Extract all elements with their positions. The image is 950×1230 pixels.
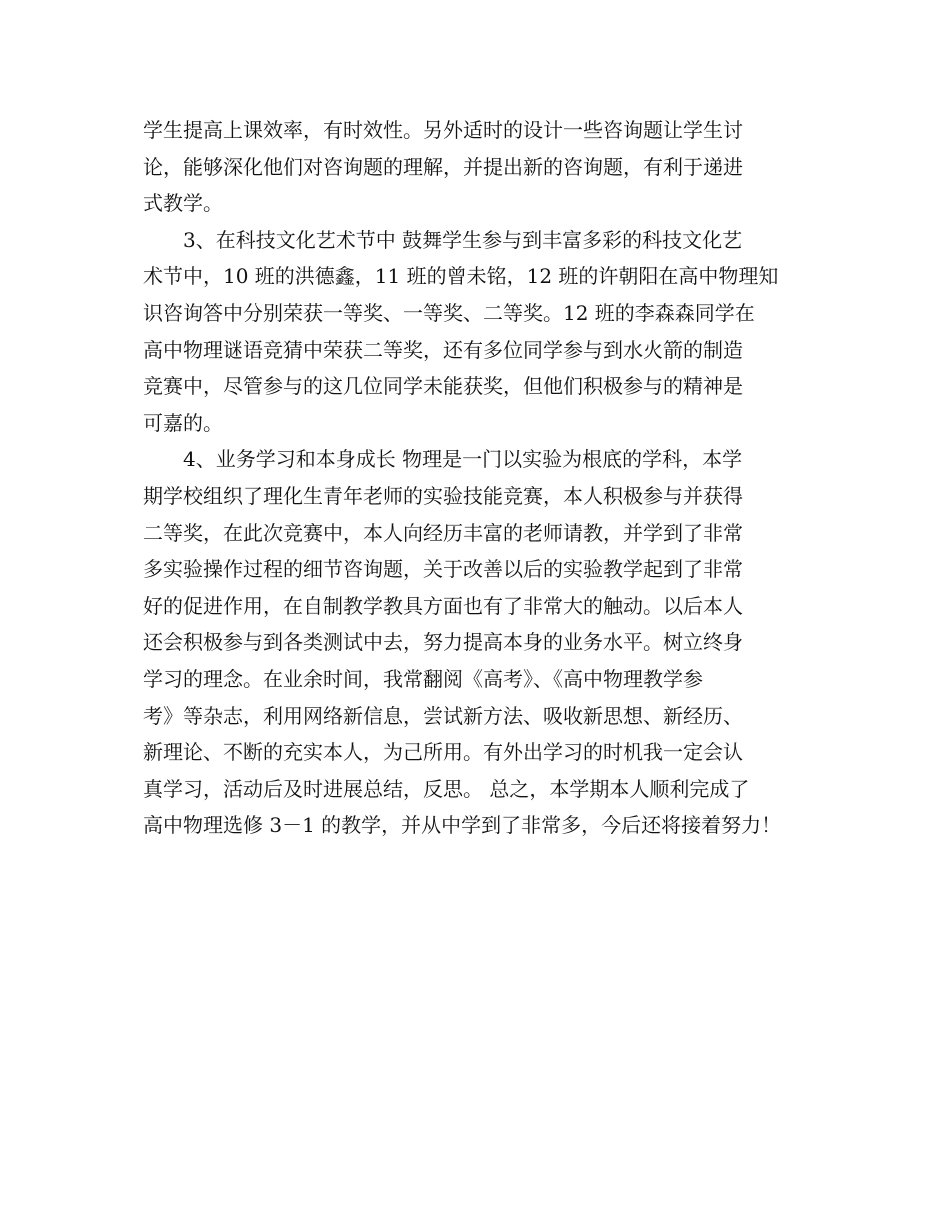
text-line: 论，能够深化他们对咨询题的理解，并提出新的咨询题，有利于递进 xyxy=(143,154,743,179)
text-line: 考》等杂志，利用网络新信息，尝试新方法、吸收新思想、新经历、 xyxy=(143,703,743,728)
text-line: 多实验操作过程的细节咨询题，关于改善以后的实验教学起到了非常 xyxy=(143,557,743,582)
text-line: 还会积极参与到各类测试中去，努力提高本身的业务水平。树立终身 xyxy=(143,630,743,655)
text-line: 新理论、不断的充实本人，为己所用。有外出学习的时机我一定会认 xyxy=(143,740,743,765)
text-line: 学习的理念。在业余时间，我常翻阅《高考》、《高中物理教学参 xyxy=(143,666,703,691)
text-line: 式教学。 xyxy=(143,191,223,216)
text-line: 3、在科技文化艺术节中 鼓舞学生参与到丰富多彩的科技文化艺 xyxy=(143,227,743,252)
text-line: 真学习，活动后及时进展总结，反思。 总之，本学期本人顺利完成了 xyxy=(143,776,750,801)
text-line: 期学校组织了理化生青年老师的实验技能竞赛，本人积极参与并获得 xyxy=(143,483,743,508)
text-line: 学生提高上课效率，有时效性。另外适时的设计一些咨询题让学生讨 xyxy=(143,118,743,142)
text-line: 高中物理谜语竞猜中荣获二等奖，还有多位同学参与到水火箭的制造 xyxy=(143,337,743,362)
text-line: 可嘉的。 xyxy=(143,410,223,435)
document-body xyxy=(143,112,811,844)
text-line: 二等奖，在此次竞赛中，本人向经历丰富的老师请教，并学到了非常 xyxy=(143,520,743,545)
text-line: 术节中，10 班的洪德鑫，11 班的曾未铭，12 班的许朝阳在高中物理知 xyxy=(143,264,779,289)
text-line: 4、业务学习和本身成长 物理是一门以实验为根底的学科，本学 xyxy=(143,447,743,472)
text-line: 高中物理选修 3－1 的教学，并从中学到了非常多，今后还将接着努力！ xyxy=(143,813,782,838)
text-line: 竞赛中，尽管参与的这几位同学未能获奖，但他们积极参与的精神是 xyxy=(143,374,743,399)
text-line: 好的促进作用，在自制教学教具方面也有了非常大的触动。以后本人 xyxy=(143,593,743,618)
text-line: 识咨询答中分别荣获一等奖、一等奖、二等奖。12 班的李森森同学在 xyxy=(143,300,755,325)
